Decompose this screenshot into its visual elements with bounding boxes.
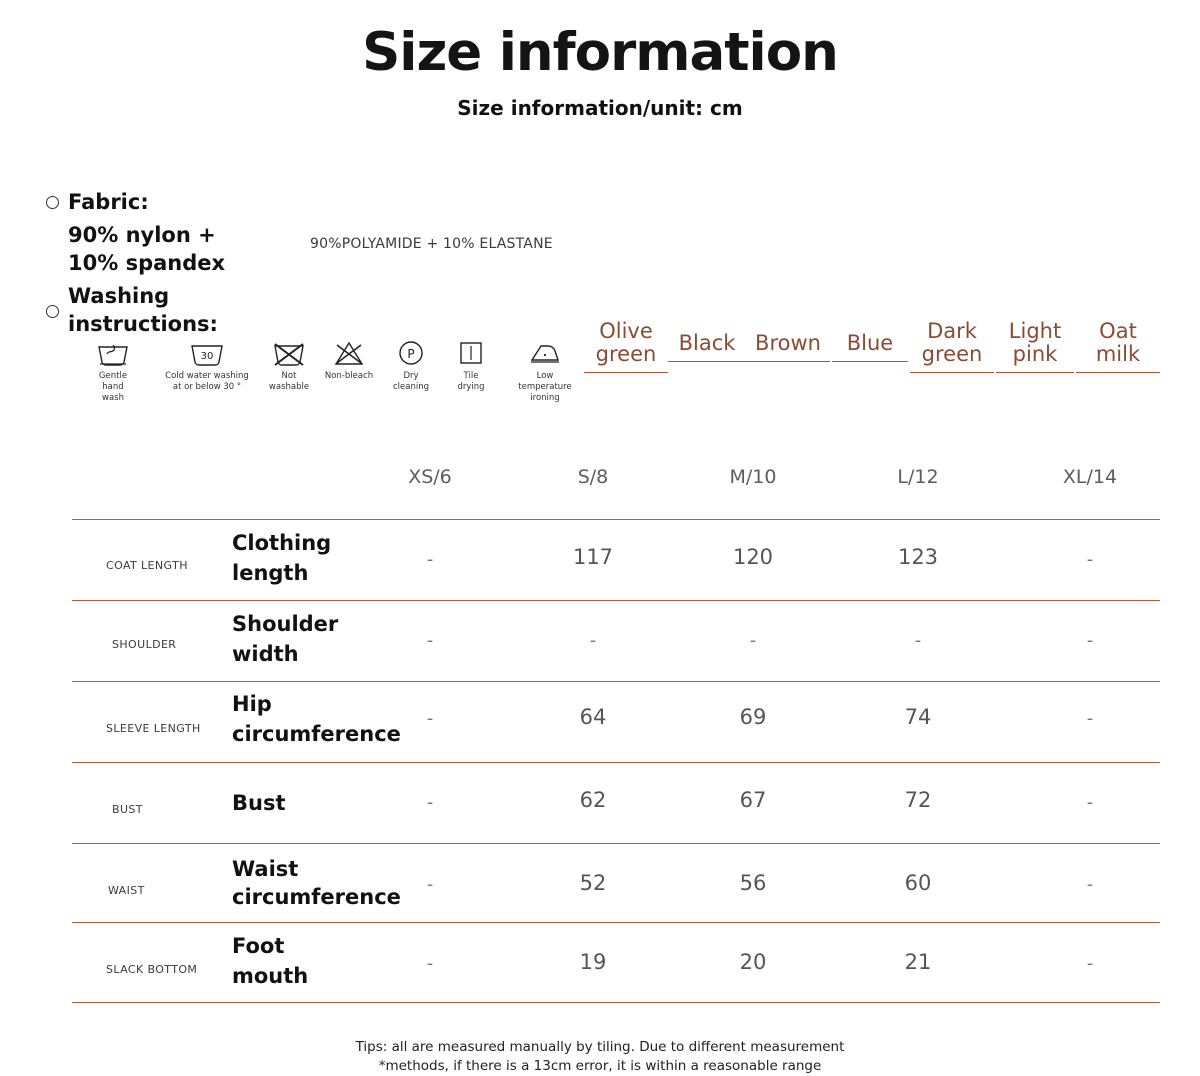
care-label-line2: hand — [102, 382, 124, 392]
cell-l: 72 — [904, 788, 932, 812]
color-header-light-pink — [996, 320, 1074, 373]
size-header-xs: XS/6 — [408, 466, 452, 488]
cell-l: 123 — [897, 545, 939, 569]
color-header-dark-green — [910, 320, 994, 373]
care-instruction-icons — [62, 330, 572, 403]
care-label-line2: temperature — [518, 382, 572, 392]
washing-label-line1: Washing — [68, 284, 170, 308]
cell-m: 20 — [739, 950, 767, 974]
color-label-line2: green — [921, 342, 983, 366]
cell-xl: - — [1086, 874, 1094, 895]
cell-m: 67 — [739, 788, 767, 812]
cell-xs: - — [426, 953, 434, 974]
page-subtitle: Size information/unit: cm — [457, 96, 743, 120]
care-label-line1: Not — [281, 371, 297, 381]
color-header-black — [668, 332, 746, 362]
wash-30-icon — [152, 340, 262, 370]
cell-xs: - — [426, 792, 434, 813]
tips-line1: Tips: all are measured manually by tiling. Due to different measurement — [355, 1039, 845, 1055]
color-header-brown — [746, 332, 830, 362]
table-row-divider — [72, 519, 1160, 520]
svg-text:P: P — [407, 347, 415, 361]
cell-s: 117 — [572, 545, 614, 569]
svg-text:30: 30 — [200, 351, 214, 362]
size-header-xl: XL/14 — [1062, 466, 1118, 488]
cell-s: 64 — [579, 705, 607, 729]
row-name-line1: Bust — [232, 791, 286, 815]
care-label-line3: ironing — [530, 393, 560, 403]
washing-bullet-icon — [46, 305, 59, 318]
cell-xl: - — [1086, 792, 1094, 813]
color-label-line1: Brown — [755, 331, 821, 355]
fabric-value-line2: 10% spandex — [68, 251, 226, 275]
page-title: Size information — [362, 22, 838, 83]
care-label-line2: drying — [457, 382, 485, 392]
care-label-line1: Dry — [403, 371, 419, 381]
color-label-line1: Dark — [927, 319, 977, 343]
row-code: BUST — [112, 803, 143, 816]
cell-xl: - — [1086, 549, 1094, 570]
table-row-divider — [72, 922, 1160, 923]
table-row-divider — [72, 681, 1160, 682]
fabric-bullet-icon — [46, 196, 59, 209]
size-header-m: M/10 — [729, 466, 777, 488]
care-label-line1: Cold water washing — [165, 371, 249, 381]
color-label-line2: milk — [1095, 342, 1141, 366]
cell-xs: - — [426, 708, 434, 729]
cell-s: 19 — [579, 950, 607, 974]
cell-l: - — [914, 630, 922, 651]
row-code: COAT LENGTH — [106, 559, 188, 572]
row-code: SHOULDER — [112, 638, 177, 651]
care-label-line2: cleaning — [392, 382, 429, 392]
care-label-line1: Low — [536, 371, 554, 381]
care-label-line1: Gentle — [98, 371, 128, 381]
row-name-line2: circumference — [232, 722, 401, 746]
color-label-line1: Olive — [599, 319, 653, 343]
cell-l: 74 — [904, 705, 932, 729]
color-label-line1: Black — [678, 331, 736, 355]
cell-xs: - — [426, 874, 434, 895]
table-row-divider — [72, 762, 1160, 763]
row-name-line1: Hip — [232, 692, 272, 716]
cell-m: 69 — [739, 705, 767, 729]
cell-xl: - — [1086, 630, 1094, 651]
color-header-olive-green — [584, 320, 668, 373]
row-code: SLEEVE LENGTH — [106, 722, 201, 735]
row-name-line2: mouth — [232, 964, 309, 988]
cell-m: 56 — [739, 871, 767, 895]
cell-xs: - — [426, 549, 434, 570]
row-code: WAIST — [108, 884, 145, 897]
hand-wash-icon — [74, 340, 152, 370]
color-label-line1: Light — [1008, 319, 1062, 343]
row-name-line1: Waist — [232, 857, 299, 881]
table-row-divider — [72, 600, 1160, 601]
fabric-composition-note: 90%POLYAMIDE + 10% ELASTANE — [310, 236, 553, 252]
cell-xl: - — [1086, 708, 1094, 729]
cell-xs: - — [426, 630, 434, 651]
row-name-line1: Foot — [232, 934, 285, 958]
washing-label-line2: instructions: — [68, 312, 218, 336]
care-label-line1: Non-bleach — [324, 371, 374, 381]
color-header-blue — [832, 332, 908, 362]
cell-s: 62 — [579, 788, 607, 812]
cell-m: - — [749, 630, 757, 651]
row-name-line1: Shoulder — [232, 612, 339, 636]
row-code: SLACK BOTTOM — [106, 963, 198, 976]
care-label-line1: Tile — [463, 371, 479, 381]
row-name-line1: Clothing — [232, 531, 332, 555]
size-header-l: L/12 — [897, 466, 939, 488]
color-label-line2: green — [595, 342, 657, 366]
color-label-line2: pink — [1012, 342, 1058, 366]
fabric-value-line1: 90% nylon + — [68, 223, 216, 247]
table-row-divider — [72, 1002, 1160, 1003]
color-header-oat-milk — [1076, 320, 1160, 373]
row-name-line2: circumference — [232, 885, 401, 909]
tips-note — [0, 1038, 1200, 1076]
color-label-line1: Oat — [1099, 319, 1137, 343]
cell-l: 60 — [904, 871, 932, 895]
row-name-line2: width — [232, 642, 299, 666]
fabric-label: Fabric: — [68, 190, 149, 214]
cell-xl: - — [1086, 953, 1094, 974]
care-label-line2: washable — [268, 382, 310, 392]
cell-s: 52 — [579, 871, 607, 895]
size-header-s: S/8 — [577, 466, 609, 488]
color-label-line1: Blue — [846, 331, 894, 355]
table-row-divider — [72, 843, 1160, 844]
care-label-line2: at or below 30 ° — [172, 382, 242, 392]
cell-l: 21 — [904, 950, 932, 974]
tips-line2: *methods, if there is a 13cm error, it is within a reasonable range — [378, 1058, 822, 1074]
row-name-line2: length — [232, 561, 309, 585]
cell-m: 120 — [732, 545, 774, 569]
care-item-wash-30 — [152, 340, 262, 392]
cell-s: - — [589, 630, 597, 651]
care-item-hand-wash — [74, 340, 152, 403]
care-label-line3: wash — [102, 393, 124, 403]
